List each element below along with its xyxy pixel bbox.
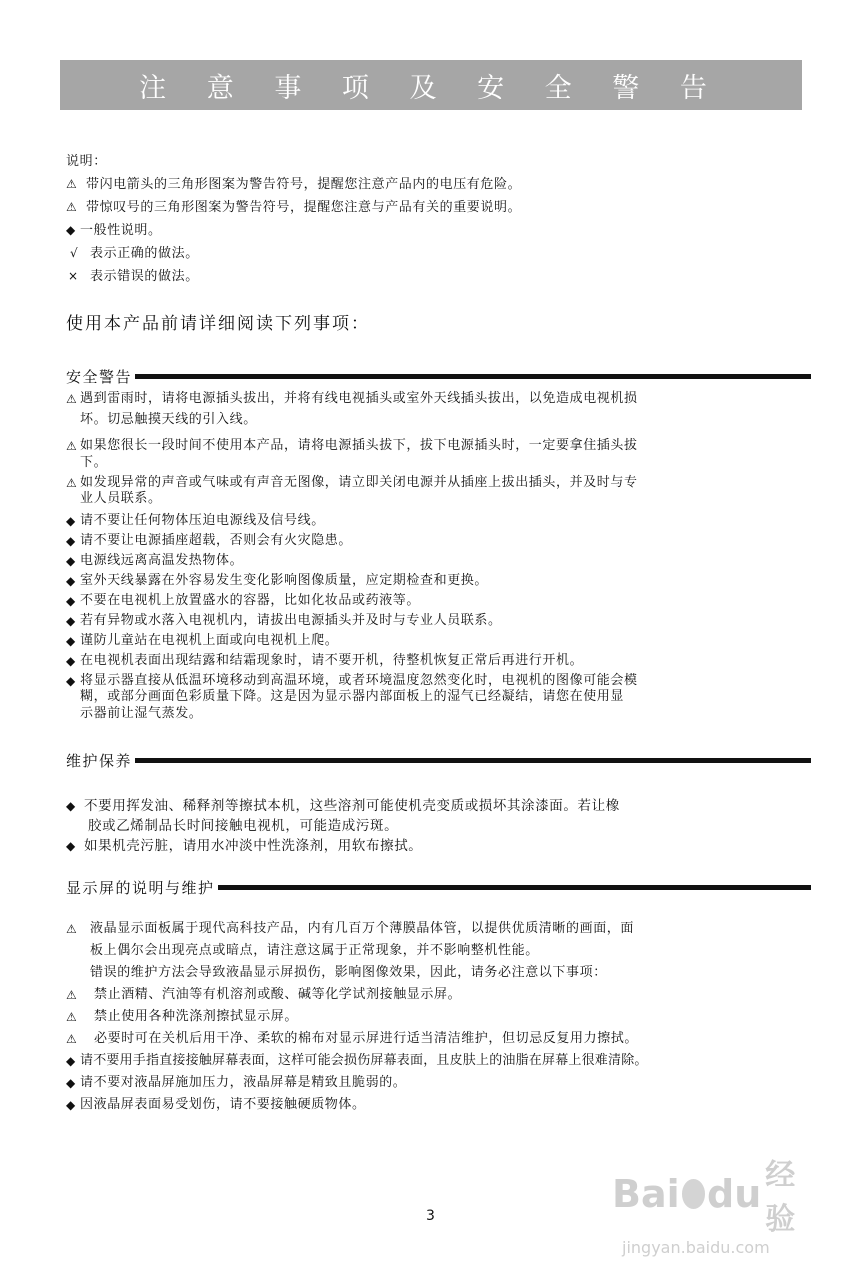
page-title: 注 意 事 项 及 安 全 警 告 [60,60,802,110]
warning-exclamation-icon: ⚠ [66,1032,78,1046]
legend-text: 带闪电箭头的三角形图案为警告符号，提醒您注意产品内的电压有危险。 [86,177,522,192]
display-list [66,918,826,1116]
diamond-bullet-icon: ◆ [66,574,76,588]
section-rule [135,374,811,379]
item-text: 不要在电视机上放置盛水的容器，比如化妆品或药液等。 [80,593,421,608]
item-continuation: 板上偶尔会出现亮点或暗点，请注意这属于正常现象，并不影响整机性能。 [90,943,539,958]
diamond-bullet-icon: ◆ [66,534,76,548]
logo-text: du [707,1172,762,1216]
warning-exclamation-icon: ⚠ [66,988,78,1002]
item-text: 在电视机表面出现结露和结霜现象时，请不要开机，待整机恢复正常后再进行开机。 [80,653,584,668]
maintenance-list [66,796,816,856]
warning-lightning-icon: ⚠ [66,439,78,453]
diamond-bullet-icon: ◆ [66,223,76,237]
section-safety-heading [66,366,811,387]
logo-text: 经验 [765,1158,796,1237]
item-continuation: 错误的维护方法会导致液晶显示屏损伤，影响图像效果，因此，请务必注意以下事项： [90,965,607,980]
item-continuation: 胶或乙烯制品长时间接触电视机，可能造成污斑。 [88,818,399,834]
diamond-bullet-icon: ◆ [66,839,76,853]
item-text: 因液晶屏表面易受划伤，请不要接触硬质物体。 [80,1097,366,1112]
diamond-bullet-icon: ◆ [66,554,76,568]
check-icon: √ [70,246,79,260]
section-rule [218,885,811,890]
section-display-heading [66,877,811,898]
section-title: 安全警告 [66,368,133,386]
item-text: 禁止使用各种洗涤剂擦拭显示屏。 [94,1009,299,1024]
list-item [66,1028,826,1050]
diamond-bullet-icon: ◆ [66,1054,76,1068]
item-text: 如果您很长一段时间不使用本产品，请将电源插头拔下，拔下电源插头时，一定要拿住插头拔 [80,438,638,453]
item-text: 请不要让任何物体压迫电源线及信号线。 [80,513,325,528]
section-maintenance-heading [66,750,811,771]
list-item [66,672,816,689]
warning-lightning-icon: ⚠ [66,177,78,191]
list-item [66,918,826,940]
list-item [66,474,816,493]
item-text: 禁止酒精、汽油等有机溶剂或酸、碱等化学试剂接触显示屏。 [94,987,462,1002]
section-rule [135,758,811,763]
read-notice: 使用本产品前请详细阅读下列事项： [66,314,370,334]
item-text: 不要用挥发油、稀释剂等擦拭本机，这些溶剂可能使机壳变质或损坏其涂漆面。若让橡 [84,798,620,814]
legend-heading: 说明： [66,154,107,169]
warning-exclamation-icon: ⚠ [66,1010,78,1024]
list-item [66,592,816,612]
list-item [66,612,816,632]
legend-item [66,173,521,196]
diamond-bullet-icon: ◆ [66,654,76,668]
item-continuation: 坏。切忌触摸天线的引入线。 [80,412,257,427]
cross-icon: × [68,269,79,283]
list-item [66,512,816,532]
list-item [66,572,816,592]
legend-text: 一般性说明。 [80,223,162,238]
legend-item [66,196,521,219]
item-text: 请不要用手指直接接触屏幕表面，这样可能会损伤屏幕表面，且皮肤上的油脂在屏幕上很难清除。 [80,1053,648,1068]
diamond-bullet-icon: ◆ [66,799,76,813]
item-text: 如果机壳污脏，请用水冲淡中性洗涤剂，用软布擦拭。 [84,838,423,854]
warning-lightning-icon: ⚠ [66,475,78,490]
warning-lightning-icon: ⚠ [66,392,78,406]
list-item [66,552,816,572]
legend-text: 表示正确的做法。 [90,246,199,261]
section-title: 维护保养 [66,752,133,770]
safety-list [66,390,816,721]
legend-item [66,242,521,265]
watermark-url: jingyan.baidu.com [622,1238,770,1257]
diamond-bullet-icon: ◆ [66,514,76,528]
item-text: 室外天线暴露在外容易发生变化影响图像质量，应定期检查和更换。 [80,573,489,588]
legend-item [66,219,521,242]
item-text: 若有异物或水落入电视机内，请拔出电源插头并及时与专业人员联系。 [80,613,502,628]
item-text: 必要时可在关机后用干净、柔软的棉布对显示屏进行适当清洁维护，但切忌反复用力擦拭。 [94,1031,639,1046]
list-item [66,437,816,456]
list-item [66,532,816,552]
item-continuation: 糊，或部分画面色彩质量下降。这是因为显示器内部面板上的湿气已经凝结，请您在使用显 [80,689,625,704]
item-continuation: 业人员联系。 [80,491,162,506]
item-text: 请不要对液晶屏施加压力，液晶屏幕是精致且脆弱的。 [80,1075,407,1090]
item-text: 如发现异常的声音或气味或有声音无图像，请立即关闭电源并从插座上拔出插头，并及时与专 [80,474,638,490]
list-item [66,1072,826,1094]
list-item [66,652,816,672]
list-item [66,796,816,816]
item-text: 将显示器直接从低温环境移动到高温环境，或者环境温度忽然变化时，电视机的图像可能会模 [80,673,638,688]
item-text: 谨防儿童站在电视机上面或向电视机上爬。 [80,633,339,648]
item-continuation: 示器前让湿气蒸发。 [80,706,203,721]
list-item [66,1094,826,1116]
diamond-bullet-icon: ◆ [66,1076,76,1090]
list-item [66,1006,826,1028]
list-item [66,390,816,411]
logo-text: Bai [612,1172,680,1216]
item-text: 液晶显示面板属于现代高科技产品，内有几百万个薄膜晶体管，以提供优质清晰的画面，面 [90,921,635,936]
list-item [66,836,816,856]
diamond-bullet-icon: ◆ [66,634,76,648]
warning-exclamation-icon: ⚠ [66,200,78,214]
legend-text: 带惊叹号的三角形图案为警告符号，提醒您注意与产品有关的重要说明。 [86,200,522,215]
diamond-bullet-icon: ◆ [66,674,76,688]
diamond-bullet-icon: ◆ [66,1098,76,1112]
paw-icon [682,1179,705,1209]
diamond-bullet-icon: ◆ [66,594,76,608]
list-item [66,632,816,652]
page-number: 3 [426,1208,435,1224]
legend-item [66,265,521,288]
item-text: 电源线远离高温发热物体。 [80,553,244,568]
baidu-watermark [612,1150,812,1257]
item-continuation: 下。 [80,454,108,470]
list-item [66,1050,826,1072]
item-text: 遇到雷雨时，请将电源插头拔出，并将有线电视插头或室外天线插头拔出，以免造成电视机损 [80,391,638,406]
legend-text: 表示错误的做法。 [90,269,199,284]
baidu-logo [612,1150,812,1238]
warning-exclamation-icon: ⚠ [66,922,78,936]
section-title: 显示屏的说明与维护 [66,879,215,897]
list-item [66,984,826,1006]
diamond-bullet-icon: ◆ [66,614,76,628]
item-text: 请不要让电源插座超载，否则会有火灾隐患。 [80,533,353,548]
legend [66,150,521,288]
